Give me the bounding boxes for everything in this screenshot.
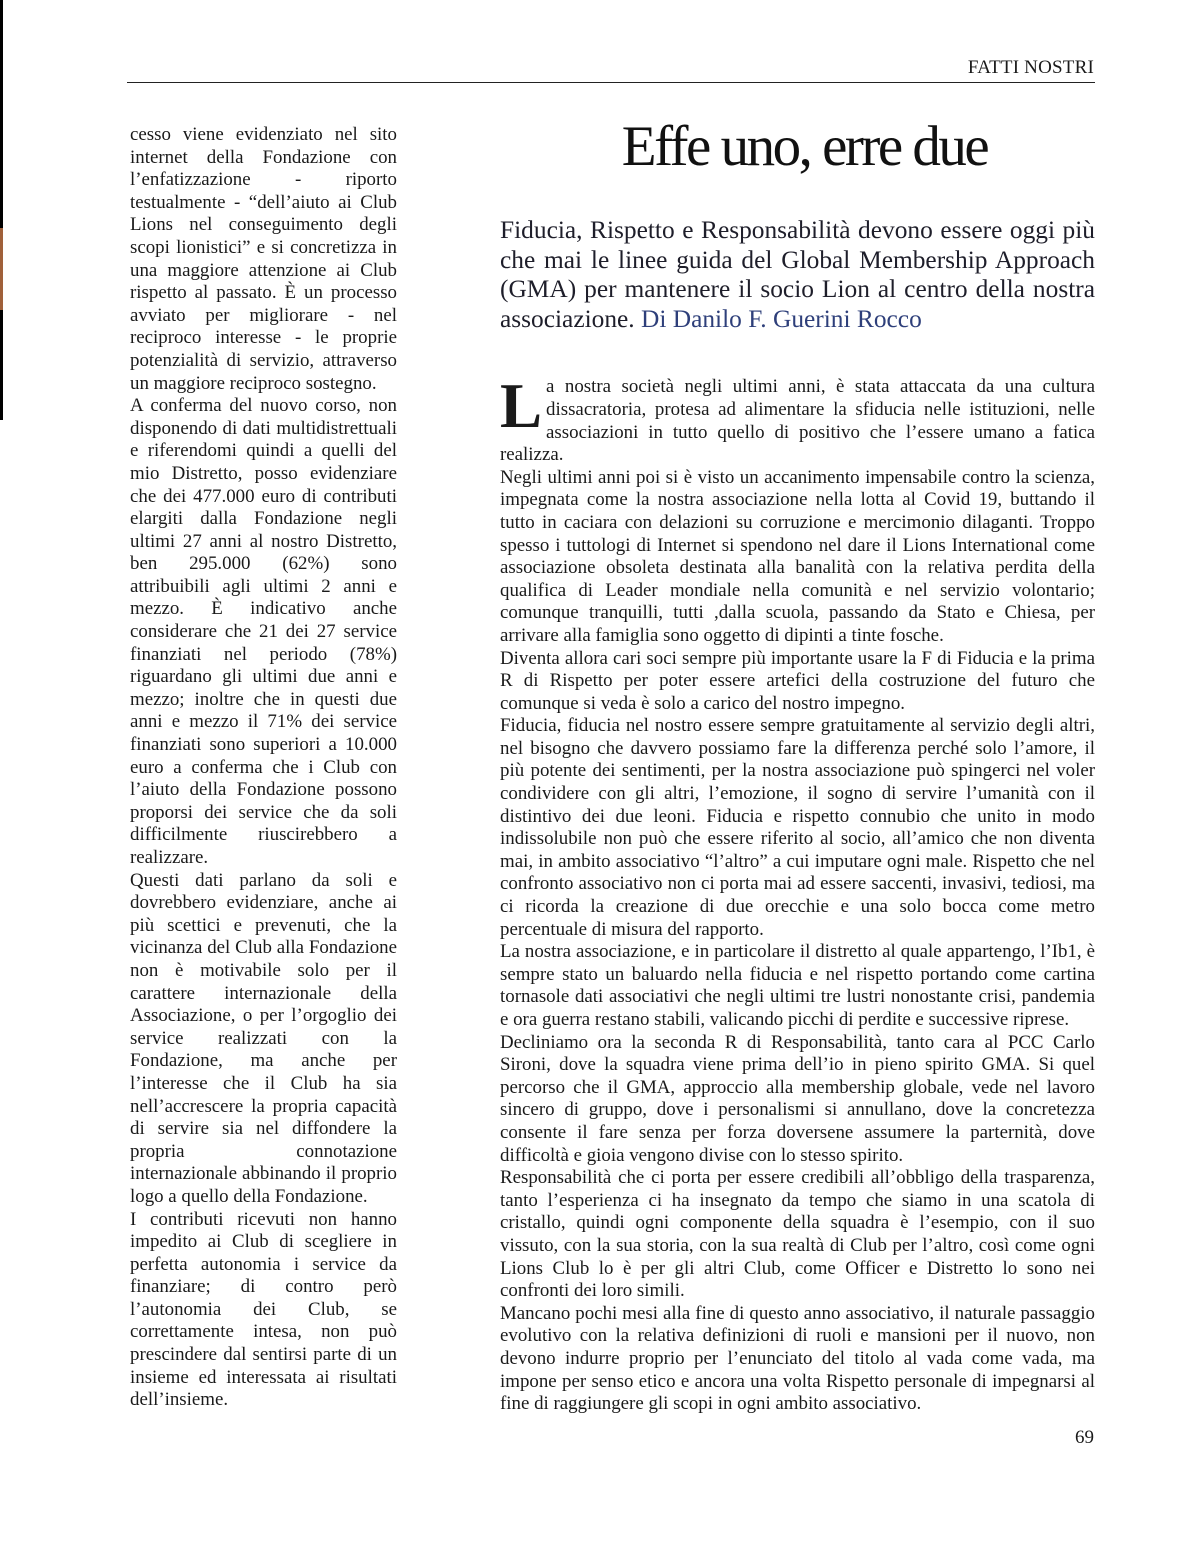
page-edge-bar bbox=[0, 0, 3, 420]
body-paragraph: Decliniamo ora la seconda R di Responsabilità, tanto cara al PCC Carlo Sironi, dove la squadra viene prima dell’io in pieno spirito GMA. Si quel percorso che il GMA, approccio alla membership globale, vede nel lavoro sincero di gruppo, dove i personalismi si annullano, dove la concretezza consente il fare senza per forza doversene assumere la parternità, dove difficoltà e gioia vengono divise con lo stesso spirito. bbox=[500, 1031, 1095, 1166]
article-lead bbox=[500, 216, 1095, 334]
left-paragraph: I contributi ricevuti non hanno impedito ai Club di scegliere in perfetta autonomia i service da finanziare; di contro però l’autonomia dei Club, se correttamente intesa, non può prescindere dal sentirsi parte di un insieme ed interessata ai risultati dell’insieme. bbox=[130, 1208, 397, 1411]
body-paragraph: Fiducia, fiducia nel nostro essere sempre gratuitamente al servizio degli altri, nel bisogno che davvero possiamo fare la differenza perché solo l’amore, il più potente dei sentimenti, per la nostra associazione può spingerci nel voler condividere con gli altri, l’emozione, il sogno di servire l’umanità con il distintivo dei due leoni. Fiducia e rispetto connubio che unito in modo indissolubile non può che essere riferito al socio, all’amico che non diventa mai, in ambito associativo “l’altro” a cui imputare ogni male. Rispetto che nel confronto associativo non ci porta mai ad essere saccenti, invasivi, tediosi, ma ci ricorda la creazione di due orecchie e una solo bocca come metro percentuale di misura del rapporto. bbox=[500, 715, 1095, 940]
left-column bbox=[130, 124, 397, 1412]
header-rule bbox=[127, 82, 1095, 83]
left-paragraph: Questi dati parlano da soli e dovrebbero evidenziare, anche ai più scettici e prevenuti, che la vicinanza del Club alla Fondazione non è motivabile solo per il carattere internazionale della Associazione, o per l’orgoglio dei service realizzati con la Fondazione, ma anche per l’interesse che il Club ha sia nell’accrescere la propria capacità di servire sia nel diffondere la propria connotazione internazionale abbinando il proprio logo a quello della Fondazione. bbox=[130, 869, 397, 1207]
article-column bbox=[500, 112, 1095, 1416]
body-paragraph: Diventa allora cari soci sempre più importante usare la F di Fiducia e la prima R di Rispetto per poter essere artefici della costruzione del futuro che comunque si veda è solo a carico del nostro impegno. bbox=[500, 647, 1095, 714]
page-edge-tab bbox=[0, 228, 3, 310]
body-paragraph: Responsabilità che ci porta per essere credibili all’obbligo della trasparenza, tanto l’esperienza ci ha insegnato da tempo che siamo in una scatola di cristallo, quindi ogni componente della squadra è l’esempio, con il suo vissuto, con la sua storia, con la sua realtà di Club per l’altro, così come ogni Lions Club lo è per gli altri Club, come Officer e Distretto lo sono nei confronti dei loro simili. bbox=[500, 1167, 1095, 1302]
page-number: 69 bbox=[1075, 1427, 1094, 1448]
article-title: Effe uno, erre due bbox=[621, 115, 988, 178]
section-header: FATTI NOSTRI bbox=[967, 57, 1094, 78]
body-paragraph: Mancano pochi mesi alla fine di questo anno associativo, il naturale passaggio evolutivo con la relativa definizioni di ruoli e mansioni per il nuovo, non devono indurre proprio per l’enunciato del titolo al vada come vada, ma impone per senso etico e ancora una volta Rispetto personale di impegnarsi al fine di raggiungere gli scopi in ogni ambito associativo. bbox=[500, 1302, 1095, 1415]
left-paragraph: A conferma del nuovo corso, non disponendo di dati multidistrettuali e riferendomi quindi a quelli del mio Distretto, posso evidenziare che dei 477.000 euro di contributi elargiti dalla Fondazione negli ultimi 27 anni al nostro Distretto, ben 295.000 (62%) sono attribuibili agli ultimi 2 anni e mezzo. È indicativo anche considerare che 21 dei 27 service finanziati nel periodo (78%) riguardano gli ultimi due anni e mezzo; inoltre che in questi due anni e mezzo il 71% dei service finanziati sono superiori a 10.000 euro a conferma che i Club con l’aiuto della Fondazione possono proporsi dei service che da soli difficilmente riuscirebbero a realizzare. bbox=[130, 395, 397, 868]
body-paragraph: Negli ultimi anni poi si è visto un accanimento impensabile contro la scienza, impegnata come la nostra associazione nella lotta al Covid 19, buttando il tutto in caciara con delazioni su corruzione e mercimonio dilaganti. Troppo spesso i tuttologi di Internet si spendono nel dare il Lions International come associazione obsoleta destinata alla banalità con la relativa perdita della qualifica di Leader mondiale nella comunità e nel servizio volontario; comunque tranquilli, tutti ,dalla scuola, passando da Stato e Chiesa, per arrivare alla famiglia sono oggetto di dipinti a tinte fosche. bbox=[500, 466, 1095, 646]
article-body bbox=[500, 371, 1095, 1415]
body-paragraph-dropcap: La nostra società negli ultimi anni, è stata attaccata da una cultura dissacratoria, protesa ad alimentare la sfiducia nelle istituzioni, nelle associazioni in tutto quello di positivo che l’essere umano a fatica realizza. bbox=[500, 371, 1095, 466]
lead-text: Fiducia, Rispetto e Responsabilità devono essere oggi più che mai le linee guida del Global Membership Approach (GMA) per mantenere il socio Lion al centro della nostra associazione. bbox=[500, 216, 1095, 333]
byline: Di Danilo F. Guerini Rocco bbox=[641, 304, 922, 333]
body-paragraph: La nostra associazione, e in particolare il distretto al quale appartengo, l’Ib1, è sempre stato un baluardo nella fiducia e nel rispetto portando come cartina tornasole dati associativi che negli ultimi tre lustri nonostante crisi, pandemia e ora guerra restano stabili, valicando picchi di perdite e successive riprese. bbox=[500, 941, 1095, 1030]
left-paragraph: cesso viene evidenziato nel sito internet della Fondazione con l’enfatizzazione - riporto testualmente - “dell’aiuto ai Club Lions nel conseguimento degli scopi lionistici” e si concretizza in una maggiore attenzione ai Club rispetto al passato. È un processo avviato per migliorare - nel reciproco interesse - le proprie potenzialità di servizio, attraverso un maggiore reciproco sostegno. bbox=[130, 124, 397, 394]
